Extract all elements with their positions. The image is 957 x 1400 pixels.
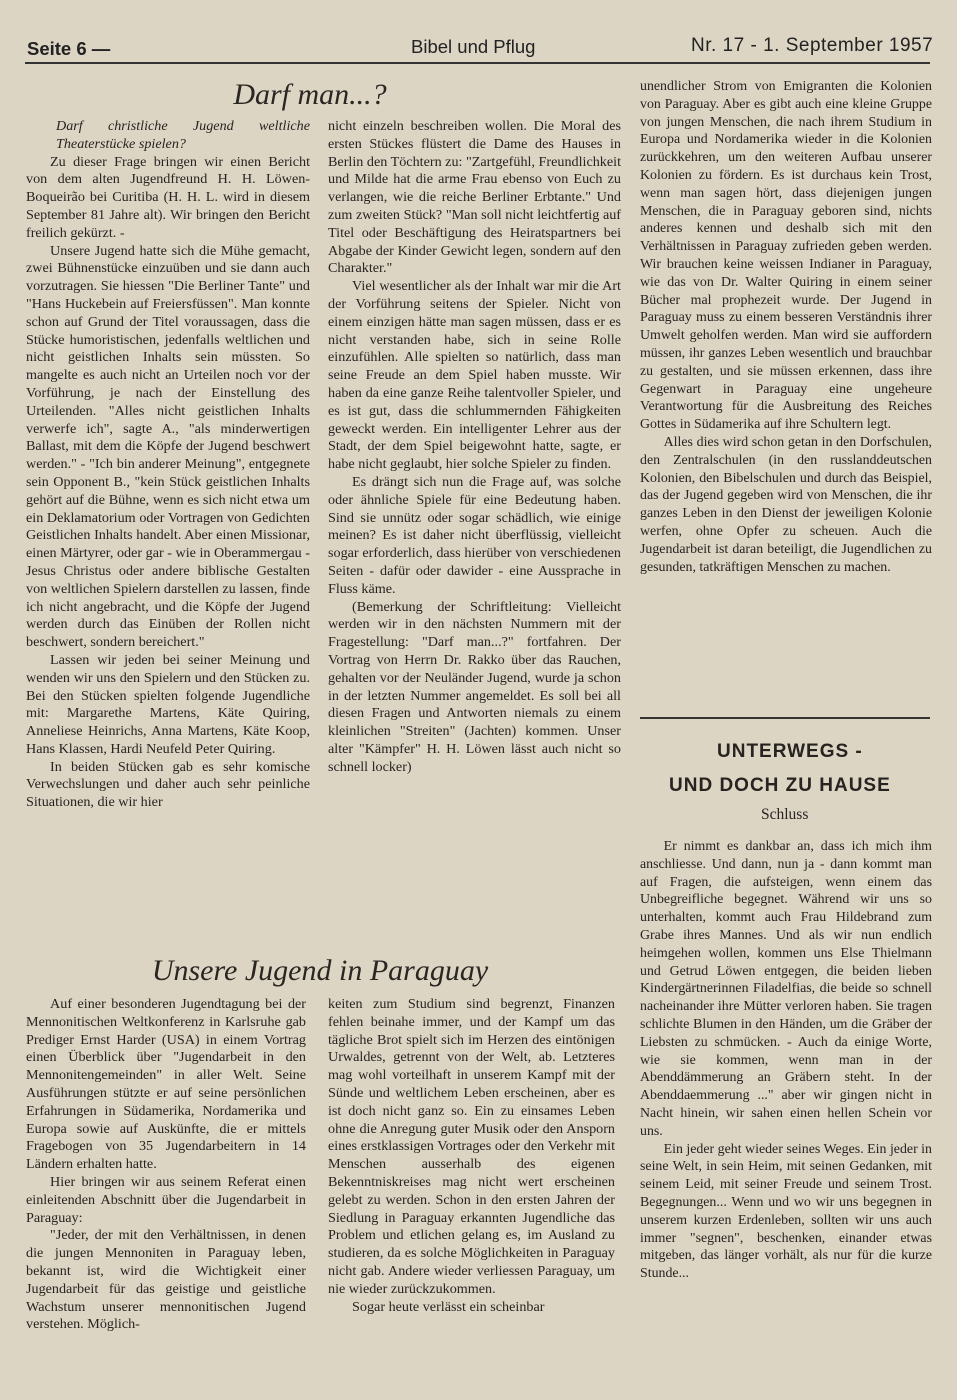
article2-paragraph: Auf einer besonderen Jugendtagung bei der Mennonitischen Weltkonferenz in Karlsruhe gab Prediger Ernst Harder (USA) in einem Vortrag einen Überblick über "Jugendarbeit in den Mennonitengemeinden" in aller Welt. Seine Ausführungen stützte er auf seine persönlichen Erfahrungen in Südamerika, Nordamerika und Europa sowie auf Auskünfte, die er mittels Fragebogen von 35 Jugendarbeitern in 14 Ländern erhalten hatte. xyxy=(26,996,306,1173)
article1-paragraph: Viel wesentlicher als der Inhalt war mir die Art der Vorführung seitens der Spieler. Nicht von einem einzigen hätte man sagen müssen, dass er es nicht verstanden habe, sich in seine Rolle einzufühlen. Alle spielten so natürlich, dass man seine Freude an dem Spiel haben musste. Wir haben da eine ganze Reihe talentvoller Spieler, und es ist gut, dass die schlummernden Fähigkeiten geweckt werden. Ein intelligenter Lehrer aus der Stadt, der dem Spiel beigewohnt hatte, sagte, er habe nicht geglaubt, hier solche Spieler zu finden. xyxy=(328,278,621,473)
article2-paragraph: keiten zum Studium sind begrenzt, Finanzen fehlen beinahe immer, und der Kampf um das tägliche Brot spielt sich im Herzen des eintönigen Urwaldes, getrennt von der Welt, ab. Letzteres mag wohl vorteilhaft in unserem Kampf mit der Sünde und weltlichem Leben erscheinen, aber es ist doch nicht ganz so. Ein zu einsames Leben ohne die Anregung guter Musik oder den Ansporn eines erstklassigen Vortrages oder den Verkehr mit Menschen ausserhalb des eigenen Bekenntniskreises mag nicht wert erscheinen gelebt zu werden. Schon in den ersten Jahren der Siedlung in Paraguay erkannten Jugendliche das Problem und etlichen gelang es, im Ausland zu studieren, da es solche Möglichkeiten in Paraguay nicht gab. Andere wieder verliessen Paraguay, um nie wieder zurückzukommen. xyxy=(328,996,615,1297)
article1-paragraph: Unsere Jugend hatte sich die Mühe gemacht, zwei Bühnenstücke einzuüben und sie dann auch vorzutragen. Sie hiessen "Die Berliner Tante" und "Hans Huckebein auf Freiersfüssen". Man konnte schon auf Grund der Titel voraussagen, dass die Stücke humoristischen, jedenfalls weltlichen und nicht geistlichen Inhalts sein müssten. So mangelte es auch nicht an Urteilen noch vor der Vorführung, je nach der Einstellung des Urteilenden. "Alles nicht geistlichen Inhalts verwerfe ich", sagte A., "als minderwertigen Ballast, mit dem die Köpfe der Jugend beschwert werden." - "Ich bin anderer Meinung", entgegnete sein Opponent B., "kein Stück geistlichen Inhalts gehört auf die Bühne, wenn es sich nicht etwa um ein Deklamatorium oder Vortragen von Gedichten Geistlichen Inhalts handelt. Aber einen Missionar, einen Märtyrer, oder gar - wie in Oberammergau - Jesus Christus oder andere biblische Gestalten von weltlichen Spielern darstellen zu lassen, finde ich nicht angebracht, und die Köpfe der Jugend werden durch das Einüben der Rollen nicht beschwert, sondern bereichert." xyxy=(26,242,310,651)
article3-paragraph: Er nimmt es dankbar an, dass ich mich ihm anschliesse. Und dann, nun ja - dann kommt man auf Fragen, die aufsteigen, wenn einem das Unbegreifliche begegnet. Während wir uns so unterhalten, kommt auch Frau Hildebrand zum Grabe ihres Mannes. Und als wir nun endlich heimgehen wollen, kommen uns Else Thielmann und Getrud Löwen entgegen, die beiden lieben Kindergärtnerinnen Filadelfias, die beide so schnell nacheinander ihre Mütter verloren haben. Sie tragen schlichte Blumen in den Händen, um die Gräber der Liebsten zu schmücken. - Auch da einige Worte, wie sie kommen, wenn man in der Abenddämmerung an Gräbern steht. In der Abenddaemmerung ..." aber wir gingen nicht in Nacht hinein, wir sahen einen hellen Schein vor uns. xyxy=(640,839,932,1139)
article3-title-line1: UNTERWEGS - xyxy=(717,741,863,762)
article-title-unsere-jugend: Unsere Jugend in Paraguay xyxy=(151,954,489,987)
editor-note: (Bemerkung der Schriftleitung: Vielleicht werden wir in den nächsten Nummern mit der Fragestellung: "Darf man...?" fortfahren. Der Vortrag von Herrn Dr. Rakko über das Rauchen, gehalten vor der Neuländer Jugend, wurde ja schon in der letzten Nummer angemeldet. Es soll bei all diesen Fragen und Antworten niemals zu einem kleinlichen "Streiten" (Jachten) kommen. Unser alter "Kämpfer" H. H. Löwen lässt auch nicht so schnell locker) xyxy=(328,598,621,775)
article2-paragraph: Sogar heute verlässt ein scheinbar xyxy=(352,1298,545,1315)
article1-intro: Darf christliche Jugend weltliche Theaterstücke spielen? xyxy=(56,118,310,152)
article3-paragraph: Ein jeder geht wieder seines Weges. Ein jeder in seine Welt, in sein Heim, mit seinen Gedanken, mit seinem Leid, mit seiner Freude und seinem Trost. Begegnungen... Wenn und wo wir uns begegnen in unserem kurzen Erdenleben, sollten wir uns auch immer "segnen", beschenken, einander etwas mitgeben, das länger vorhält, als nur für die kurze Stunde... xyxy=(640,1141,932,1282)
article3-title-line2: UND DOCH ZU HAUSE xyxy=(669,775,891,796)
article1-paragraph: Zu dieser Frage bringen wir einen Bericht von dem alten Jugendfreund H. H. Löwen-Boqueirão bei Curitiba (H. H. L. wird in diesem September 81 Jahre alt). Wir bringen den Bericht freilich gekürzt. - xyxy=(26,153,310,241)
article-title-darf-man: Darf man...? xyxy=(233,78,387,111)
column-divider-rule xyxy=(640,717,930,719)
article1-column1 xyxy=(26,118,310,812)
article3-subtitle: Schluss xyxy=(761,806,809,823)
article1-paragraph: In beiden Stücken gab es sehr komische Verwechslungen und daher auch sehr peinliche Situationen, die wir hier xyxy=(26,758,310,811)
article3-body xyxy=(640,838,932,1283)
page-number: Seite 6 — xyxy=(27,38,111,59)
article1-paragraph: Lassen wir jeden bei seiner Meinung und wenden wir uns den Spielern und den Stücken zu. Bei den Stücken spielten folgende Jugendliche mit: Margarethe Martens, Käte Quiring, Anneliese Heinrichs, Anna Martens, Käte Koop, Hans Klassen, Hardi Neufeld Peter Quiring. xyxy=(26,651,310,757)
article2-column2 xyxy=(328,996,615,1316)
issue-date: Nr. 17 - 1. September 1957 xyxy=(691,35,934,56)
publication-title: Bibel und Pflug xyxy=(411,36,536,57)
article2-paragraph: Hier bringen wir aus seinem Referat einen einleitenden Abschnitt über die Jugendarbeit in Paraguay: xyxy=(26,1173,306,1226)
article1-paragraph: nicht einzeln beschreiben wollen. Die Moral des ersten Stückes flüstert die Dame des Hauses in Berlin den Töchtern zu: "Zartgefühl, Freundlichkeit und Milde hat die arme Frau ebenso von Euch zu verlangen, wie die reiche Berliner Erbtante." Und zum zweiten Stück? "Man soll nicht leichtfertig auf Titel oder Beschäftigung des Heiratspartners bei Abgabe der Kinder Gewicht legen, sondern auf den Charakter." xyxy=(328,118,621,277)
article2-paragraph: "Jeder, der mit den Verhältnissen, in denen die jungen Mennoniten in Paraguay leben, bekannt ist, wird die Wichtigkeit einer Jugendarbeit für das geistige und geistliche Wachstum unserer mennonitischen Jugend verstehen. Möglich- xyxy=(26,1227,306,1333)
article2-column1 xyxy=(26,996,306,1334)
article1-column2 xyxy=(328,118,621,776)
article1-paragraph: Es drängt sich nun die Frage auf, was solche oder ähnliche Spiele für eine Bedeutung haben. Sind sie unnütz oder sogar schädlich, wie einige meinen? Es ist daher nicht überflüssig, vielleicht sogar erforderlich, dass hierüber von verschiedenen Seiten - dafür oder dawider - eine Aussprache in Fluss käme. xyxy=(328,473,621,597)
article2-column3 xyxy=(640,78,932,576)
header-rule xyxy=(25,62,930,64)
article2-paragraph: Alles dies wird schon getan in den Dorfschulen, den Zentralschulen (in den russlanddeutschen Kolonien, den Bibelschulen und durch das Beispiel, das der Jugend gegeben wird von Menschen, die ihr ganzes Leben in den Dienst der jeweiligen Kolonie werfen, ohne Opfer zu scheuen. Auch die Jugendarbeit ist daran beteiligt, die Jugendlichen zu gesunden, tatkräftigen Menschen zu machen. xyxy=(640,434,932,575)
article2-paragraph: unendlicher Strom von Emigranten die Kolonien von Paraguay. Aber es gibt auch eine kleine Gruppe von jungen Menschen, die nach ihrem Studium in Europa und Nordamerika wieder in die Kolonien zurückkehren, um den weiteren Aufbau unserer Kolonien zu fördern. Es ist durchaus kein Trost, wenn man sagen hört, dass diejenigen jungen Menschen, die in Paraguay geboren sind, nichts anderes kennen und deshalb sich mit den Verhältnissen in Paraguay zufrieden geben werden. Wir brauchen keine weissen Indianer in Paraguay, wie das von Dr. Walter Quiring in einem seiner Bücher mal prophezeit wurde. Der Jugend in Paraguay muss zu einem besseren Verständnis ihrer Umwelt geholfen werden. Man wird sie auffordern müssen, ihr ganzes Leben wesentlich und brauchbar zu gestalten, und sie müssen erkennen, dass ihre Gegenwart in Paraguay eine ungeheure Verantwortung für die Ausbreitung des Reiches Gottes in Südamerika auf ihre Schultern legt. xyxy=(640,79,932,433)
